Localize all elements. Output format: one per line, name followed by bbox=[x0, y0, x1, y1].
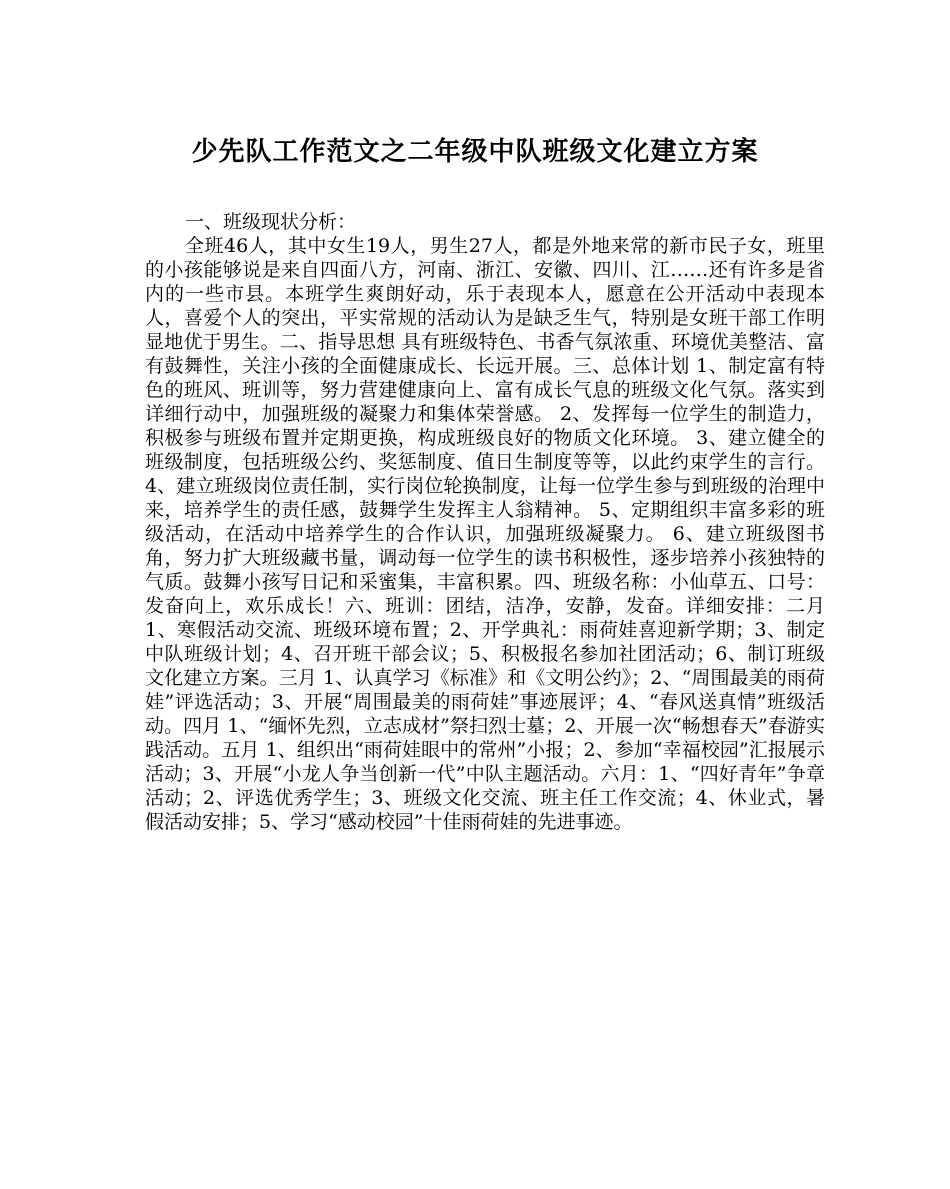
section-heading: 一、班级现状分析： bbox=[185, 211, 357, 233]
document-body bbox=[145, 210, 825, 834]
document-title: 少先队工作范文之二年级中队班级文化建立方案 bbox=[191, 137, 759, 167]
body-paragraph: 全班46人，其中女生19人，男生27人，都是外地来常的新市民子女，班里的小孩能够说是来自四面八方，河南、浙江、安徽、四川、江……还有许多是省内的一些市县。本班学生爽朗好动，乐于表现本人，愿意在公开活动中表现本人，喜爱个人的突出，平实常规的活动认为是缺乏生气，特别是女班干部工作明显地优于男生。二、指导思想 具有班级特色、书香气氛浓重、环境优美整洁、富有鼓舞性，关注小孩的全面健康成长、长远开展。三、总体计划 1、制定富有特色的班风、班训等，努力营建健康向上、富有成长气息的班级文化气氛。落实到详细行动中，加强班级的凝聚力和集体荣誉感。 2、发挥每一位学生的制造力，积极参与班级布置并定期更换，构成班级良好的物质文化环境。 3、建立健全的班级制度，包括班级公约、奖惩制度、值日生制度等等，以此约束学生的言行。 4、建立班级岗位责任制，实行岗位轮换制度，让每一位学生参与到班级的治理中来，培养学生的责任感，鼓舞学生发挥主人翁精神。 5、定期组织丰富多彩的班级活动，在活动中培养学生的合作认识，加强班级凝聚力。 6、建立班级图书角，努力扩大班级藏书量，调动每一位学生的读书积极性，逐步培养小孩独特的气质。鼓舞小孩写日记和采蜜集，丰富积累。四、班级名称：小仙草五、口号：发奋向上，欢乐成长！六、班训：团结，洁净，安静，发奋。详细安排：二月 1、寒假活动交流、班级环境布置；2、开学典礼：雨荷娃喜迎新学期；3、制定中队班级计划；4、召开班干部会议；5、积极报名参加社团活动；6、制订班级文化建立方案。三月 1、认真学习《标准》和《文明公约》；2、“周围最美的雨荷娃”评选活动；3、开展“周围最美的雨荷娃”事迹展评；4、“春风送真情”班级活动。四月 1、“缅怀先烈，立志成材”祭扫烈士墓；2、开展一次“畅想春天”春游实践活动。五月 1、组织出“雨荷娃眼中的常州”小报；2、参加“幸福校园”汇报展示活动；3、开展“小龙人争当创新一代”中队主题活动。六月：1、“四好青年”争章活动；2、评选优秀学生；3、班级文化交流、班主任工作交流；4、休业式，暑假活动安排；5、学习“感动校园”十佳雨荷娃的先进事迹。 bbox=[145, 235, 825, 833]
